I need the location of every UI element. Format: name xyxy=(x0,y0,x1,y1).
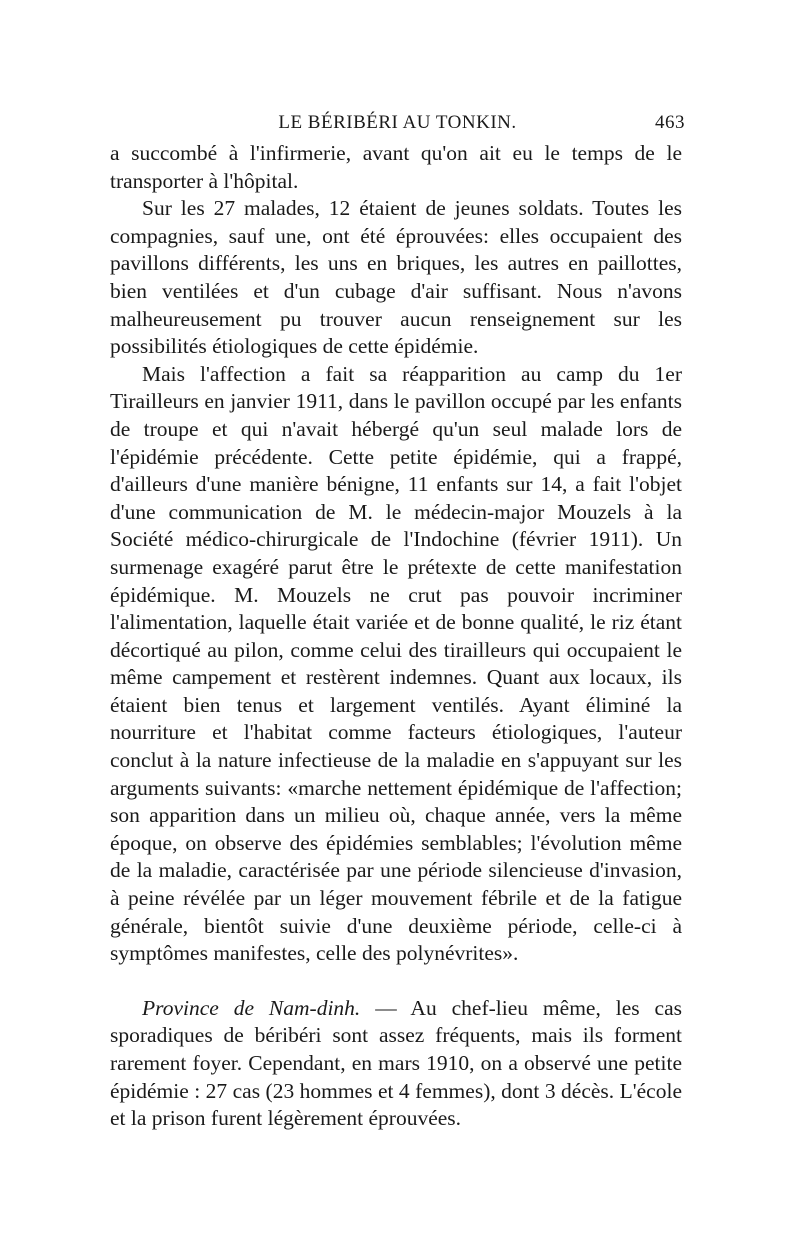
paragraph-province xyxy=(110,995,682,1133)
section-spacer xyxy=(110,968,682,995)
running-header xyxy=(110,112,685,142)
page-body xyxy=(110,140,682,1133)
paragraph-continuation: a succombé à l'infirmerie, avant qu'on ait eu le temps de le transporter à l'hôpital. xyxy=(110,141,682,193)
province-text: — Au chef-lieu même, les cas sporadiques de béribéri sont assez fréquents, mais ils forment rarement foyer. Cependant, en mars 1910, on a observé une petite épidémie : 27 cas (23 hommes et 4 femmes), dont 3 décès. L'école et la prison furent légèrement éprouvées. xyxy=(110,995,682,1131)
paragraph-reappearance: Mais l'affection a fait sa réapparition au camp du 1er Tirailleurs en janvier 1911, dans le pavillon occupé par les enfants de troupe et qui n'avait hébergé qu'un seul malade lors de l'épidémie précédente. Cette petite épidémie, qui a frappé, d'ailleurs d'une manière bénigne, 11 enfants sur 14, a fait l'objet d'une communication de M. le médecin-major Mouzels à la Société médico-chirurgicale de l'Indochine (février 1911). Un surmenage exagéré parut être le prétexte de cette manifestation épidémique. M. Mouzels ne crut pas pouvoir incriminer l'alimentation, laquelle était variée et de bonne qualité, le riz étant décortiqué au pilon, comme celui des tirailleurs qui occupaient le même campement et restèrent indemnes. Quant aux locaux, ils étaient bien tenus et largement ventilés. Ayant éliminé la nourriture et l'habitat comme facteurs étiologiques, l'auteur conclut à la nature infectieuse de la maladie en s'appuyant sur les arguments suivants: «marche nettement épidémique de l'affection; son apparition dans un milieu où, chaque année, vers la même époque, on observe des épidémies semblables; l'évolution même de la maladie, caractérisée par une période silencieuse d'invasion, à peine révélée par un léger mouvement fébrile et de la fatigue générale, bientôt suivie d'une deuxième période, celle-ci à symptômes manifestes, celle des polynévrites». xyxy=(110,361,682,966)
page-number: 463 xyxy=(655,112,685,133)
province-heading: Province de Nam-dinh. xyxy=(142,995,361,1020)
running-title: LE BÉRIBÉRI AU TONKIN. xyxy=(278,112,517,133)
paragraph-soldiers: Sur les 27 malades, 12 étaient de jeunes soldats. Toutes les compagnies, sauf une, ont été éprouvées: elles occupaient des pavillons différents, les uns en briques, les autres en paillottes, bien ventilées et d'un cubage d'air suffisant. Nous n'avons malheureusement pu trouver aucun renseignement sur les possibilités étiologiques de cette épidémie. xyxy=(110,196,682,359)
